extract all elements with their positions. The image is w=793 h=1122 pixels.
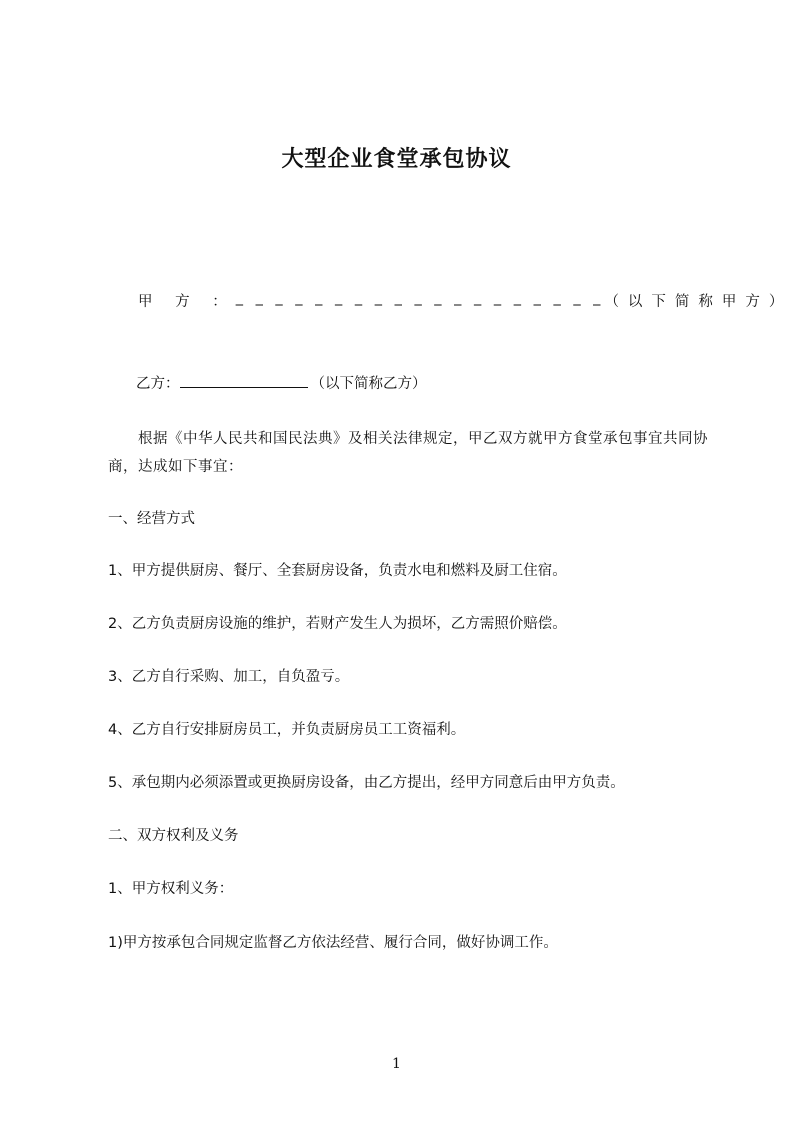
party-b-line (136, 372, 427, 393)
section2-heading: 二、双方权利及义务 (108, 828, 239, 844)
party-b-label: 乙方： (136, 376, 180, 392)
section2-sub1-item1: 1)甲方按承包合同规定监督乙方依法经营、履行合同，做好协调工作。 (108, 935, 558, 951)
page-number: 1 (392, 1056, 401, 1072)
party-b-suffix: （以下简称乙方） (310, 376, 427, 392)
document-title: 大型企业食堂承包协议 (281, 147, 512, 172)
section1-heading: 一、经营方式 (108, 511, 195, 527)
party-a-blank: _ _ _ _ _ _ _ _ _ _ _ _ _ _ _ _ _ _ _ (235, 290, 605, 306)
section1-item-5: 5、承包期内必须添置或更换厨房设备，由乙方提出，经甲方同意后由甲方负责。 (108, 775, 625, 791)
party-a-line (138, 290, 793, 311)
section2-sub1: 1、甲方权利义务： (108, 881, 234, 897)
section1-item-2: 2、乙方负责厨房设施的维护，若财产发生人为损坏，乙方需照价赔偿。 (108, 616, 567, 632)
party-a-suffix: （以下简称甲方） (604, 294, 793, 310)
section1-item-1: 1、甲方提供厨房、餐厅、全套厨房设备，负责水电和燃料及厨工住宿。 (108, 563, 567, 579)
party-b-blank (180, 373, 308, 388)
section1-item-4: 4、乙方自行安排厨房员工，并负责厨房员工工资福利。 (108, 722, 466, 738)
intro-paragraph: 根据《中华人民共和国民法典》及相关法律规定，甲乙双方就甲方食堂承包事宜共同协商，达成如下事宜： (108, 431, 708, 475)
party-a-label: 甲 方 ： (138, 294, 236, 310)
section1-item-3: 3、乙方自行采购、加工，自负盈亏。 (108, 669, 350, 685)
